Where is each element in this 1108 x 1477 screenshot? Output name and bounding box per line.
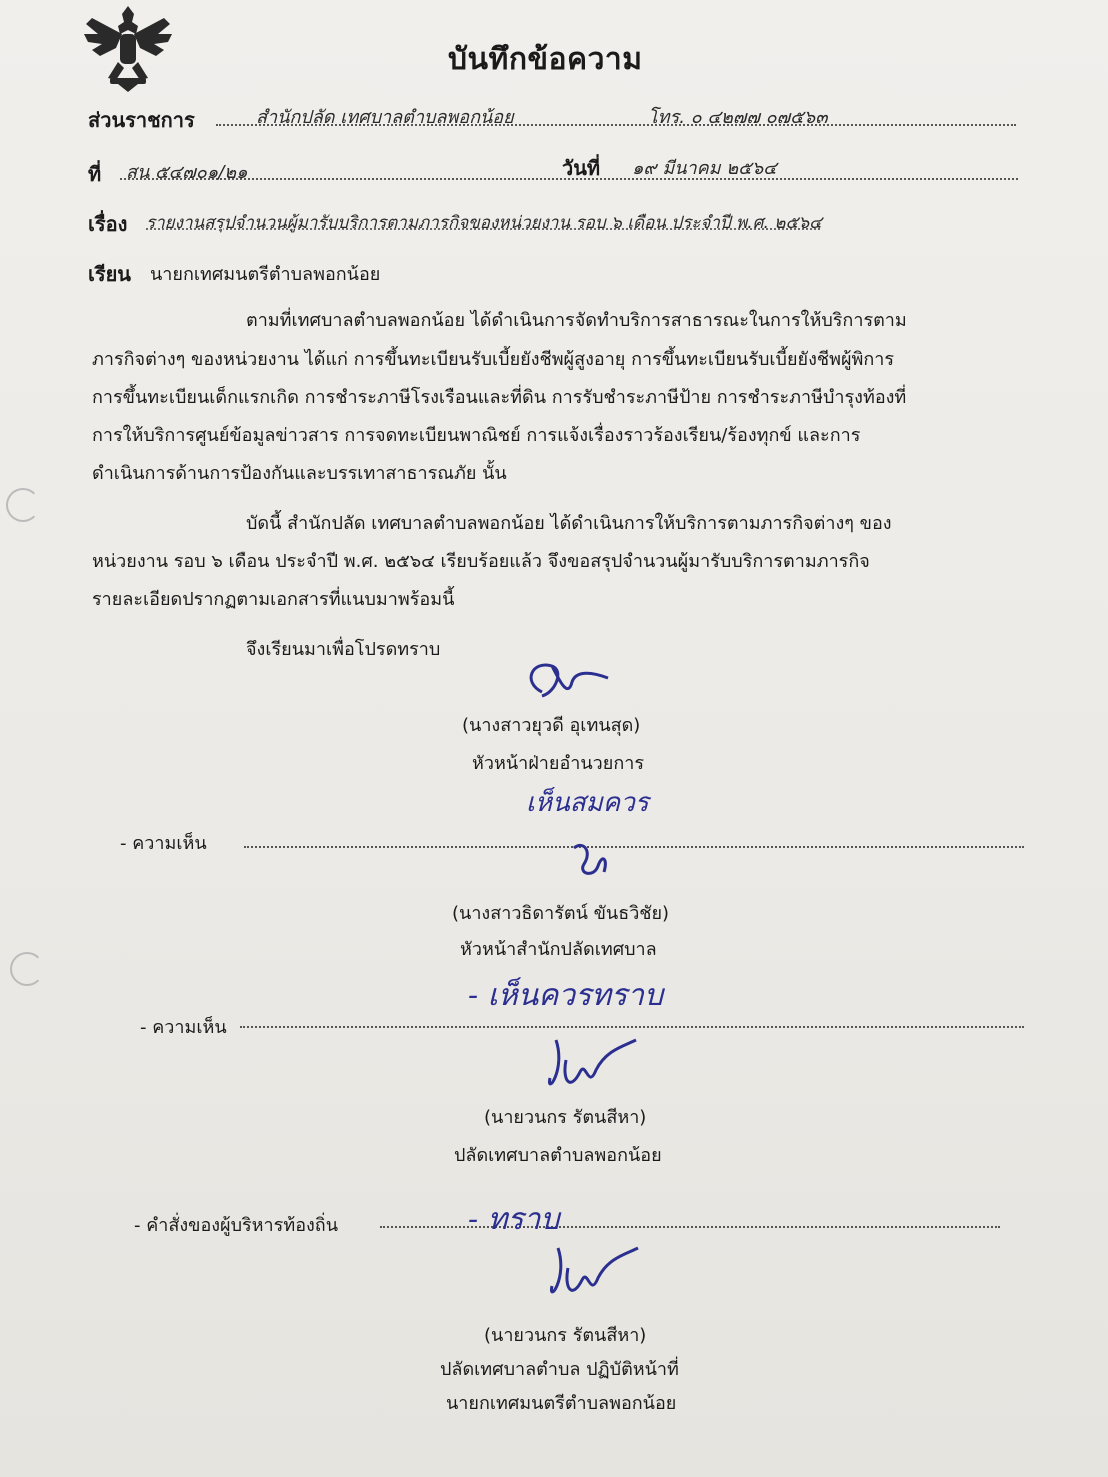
sig4-position-2: นายกเทศมนตรีตำบลพอกน้อย — [446, 1393, 677, 1414]
para2-line: บัดนี้ สำนักปลัด เทศบาลตำบลพอกน้อย ได้ดำเนินการให้บริการตามภารกิจต่างๆ ของ — [246, 513, 892, 534]
subject-label: เรื่อง — [88, 212, 128, 236]
ref-label: ที่ — [88, 162, 102, 186]
para1-line: ดำเนินการด้านการป้องกันและบรรเทาสาธารณภัย นั้น — [92, 463, 507, 484]
subject-value: รายงานสรุปจำนวนผู้มารับบริการตามภารกิจของหน่วยงาน รอบ ๖ เดือน ประจำปี พ.ศ. ๒๕๖๔ — [146, 213, 822, 233]
sig3-position: ปลัดเทศบาลตำบลพอกน้อย — [454, 1145, 662, 1166]
opinion2-handwritten: - เห็นควรทราบ — [468, 978, 664, 1013]
sig1-name: (นางสาวยุวดี อุเทนสุด) — [462, 715, 641, 736]
punch-hole — [6, 488, 40, 522]
order-handwritten: - ทราบ — [468, 1202, 560, 1237]
opinion1-handwritten: เห็นสมควร — [526, 788, 649, 818]
page-title: บันทึกข้อความ — [448, 42, 643, 77]
opinion1-dotted-line — [244, 846, 1024, 848]
closing-text: จึงเรียนมาเพื่อโปรดทราบ — [246, 639, 441, 660]
phone-value: โทร. ๐ ๔๒๗๗ ๐๗๕๖๓ — [648, 107, 828, 128]
opinion1-label: - ความเห็น — [120, 833, 207, 854]
sig3-name: (นายวนกร รัตนสีหา) — [484, 1107, 647, 1128]
sig2-position: หัวหน้าสำนักปลัดเทศบาล — [460, 939, 657, 960]
sig4-position-1: ปลัดเทศบาลตำบล ปฏิบัติหน้าที่ — [440, 1359, 679, 1380]
to-label: เรียน — [88, 262, 131, 286]
order-label: - คำสั่งของผู้บริหารท้องถิ่น — [134, 1215, 338, 1236]
signature-4 — [538, 1238, 648, 1308]
garuda-emblem-icon — [78, 0, 178, 92]
para1-line: การให้บริการศูนย์ข้อมูลข่าวสาร การจดทะเบียนพาณิชย์ การแจ้งเรื่องราวร้องเรียน/ร้องทุกข์ และการ — [92, 425, 861, 446]
opinion2-label: - ความเห็น — [140, 1017, 227, 1038]
para1-line: ตามที่เทศบาลตำบลพอกน้อย ได้ดำเนินการจัดทำบริการสาธารณะในการให้บริการตาม — [246, 310, 907, 331]
signature-3 — [536, 1030, 646, 1100]
sig4-name: (นายวนกร รัตนสีหา) — [484, 1325, 647, 1346]
punch-hole — [10, 952, 44, 986]
signature-2 — [564, 838, 624, 888]
para2-line: รายละเอียดปรากฏตามเอกสารที่แนบมาพร้อมนี้ — [92, 589, 455, 610]
sig1-position: หัวหน้าฝ่ายอำนวยการ — [472, 753, 645, 774]
sig2-name: (นางสาวธิดารัตน์ ขันธวิชัย) — [452, 903, 670, 924]
date-label: วันที่ — [562, 156, 601, 180]
ref-value: สน ๕๔๗๐๑/๒๑ — [126, 162, 248, 183]
date-value: ๑๙ มีนาคม ๒๕๖๔ — [632, 158, 777, 179]
signature-1 — [512, 652, 622, 712]
para1-line: ภารกิจต่างๆ ของหน่วยงาน ได้แก่ การขึ้นทะเบียนรับเบี้ยยังชีพผู้สูงอายุ การขึ้นทะเบียนรับเบี้ยยังชีพผู้พิการ — [92, 349, 895, 370]
dept-label: ส่วนราชการ — [88, 108, 195, 132]
dept-value: สำนักปลัด เทศบาลตำบลพอกน้อย — [256, 107, 514, 128]
to-value: นายกเทศมนตรีตำบลพอกน้อย — [150, 264, 381, 285]
opinion2-dotted-line — [240, 1026, 1024, 1028]
para2-line: หน่วยงาน รอบ ๖ เดือน ประจำปี พ.ศ. ๒๕๖๔ เรียบร้อยแล้ว จึงขอสรุปจำนวนผู้มารับบริการตามภารกิจ — [92, 551, 870, 572]
para1-line: การขึ้นทะเบียนเด็กแรกเกิด การชำระภาษีโรงเรือนและที่ดิน การรับชำระภาษีป้าย การชำระภาษีบำรุงท้องที่ — [92, 387, 907, 408]
